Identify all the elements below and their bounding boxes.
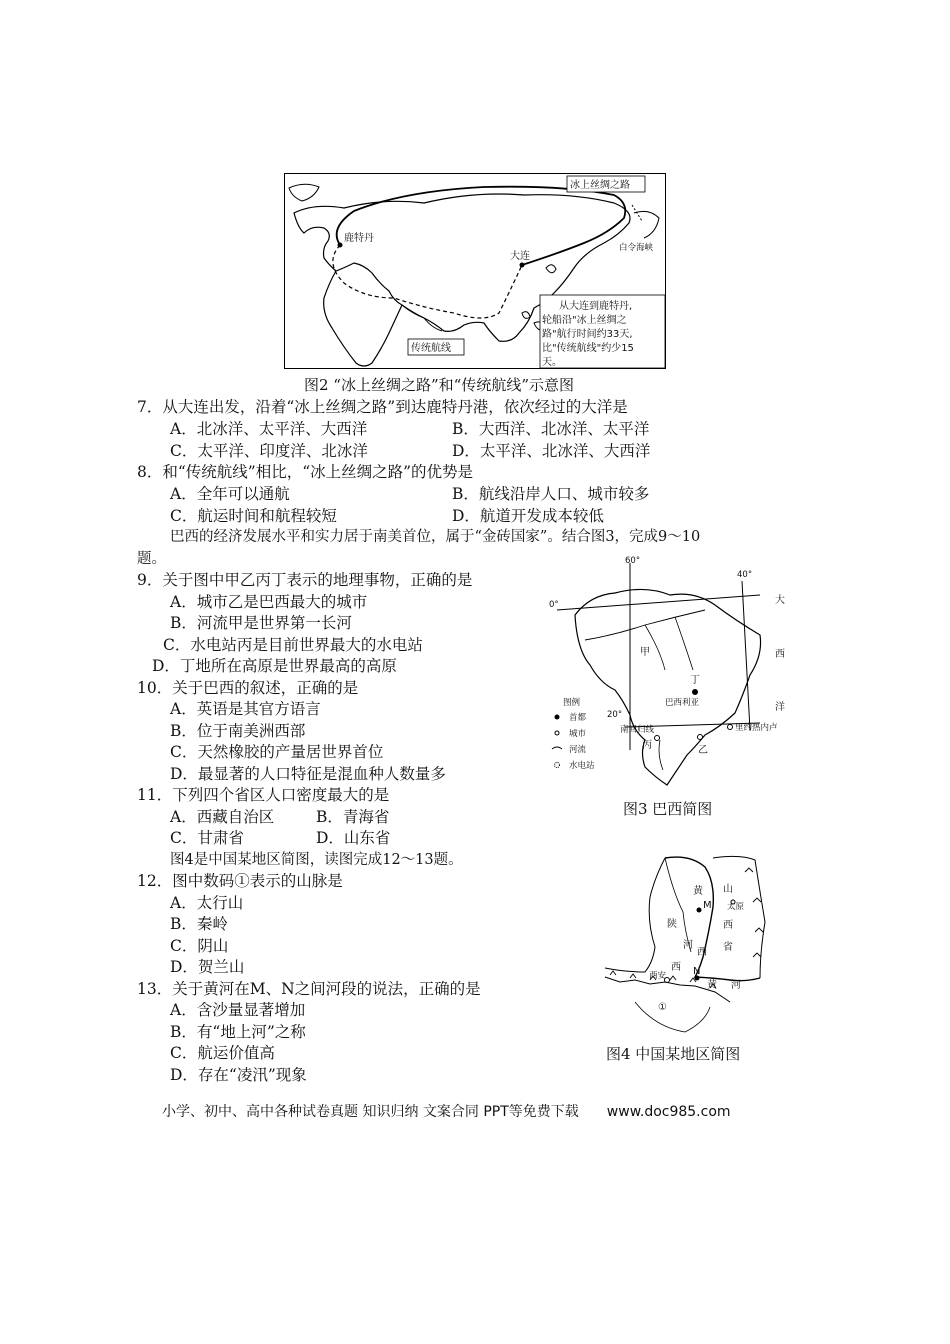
q12-option-a: A．太行山 bbox=[170, 894, 244, 912]
dalian-point bbox=[520, 263, 525, 268]
q7-option-a: A．北冰洋、太平洋、大西洋 bbox=[170, 420, 368, 438]
brasilia-point bbox=[692, 689, 698, 695]
label-xi-2: 西 bbox=[697, 947, 707, 958]
q13-option-b: B．有“地上河”之称 bbox=[170, 1023, 306, 1041]
lon-40-label: 40° bbox=[737, 570, 753, 580]
lat-0-label: 0° bbox=[549, 600, 559, 610]
label-brasilia: 巴西利亚 bbox=[665, 698, 700, 708]
footer-text: 小学、初中、高中各种试卷真题 知识归纳 文案合同 PPT等免费下载 bbox=[162, 1104, 579, 1120]
q13-option-a: A．含沙量显著增加 bbox=[170, 1001, 306, 1019]
brazil-intro-line-1: 巴西的经济发展水平和实力居于南美首位，属于“金砖国家”。结合图3，完成9～10 bbox=[170, 529, 701, 545]
rio-point bbox=[728, 725, 733, 730]
q7-option-d: D．太平洋、北冰洋、大西洋 bbox=[452, 442, 651, 460]
ocean-label-3: 洋 bbox=[775, 702, 785, 713]
footer-url[interactable]: www.doc985.com bbox=[606, 1104, 731, 1120]
figure-2-map bbox=[284, 173, 666, 369]
bing-hydro-point bbox=[655, 736, 660, 741]
label-tropic: 南回归线 bbox=[620, 725, 655, 735]
label-mountain-1: ① bbox=[658, 1002, 667, 1013]
label-ding: 丁 bbox=[690, 675, 700, 686]
q10-option-a: A．英语是其官方语言 bbox=[170, 700, 321, 718]
q10-option-c: C．天然橡胶的产量居世界首位 bbox=[170, 743, 384, 761]
q9-option-c: C．水电站丙是目前世界最大的水电站 bbox=[163, 636, 423, 654]
legend-capital: 首都 bbox=[569, 713, 587, 723]
q13-option-d: D．存在“凌汛”现象 bbox=[170, 1066, 307, 1084]
fig4-intro: 图4是中国某地区简图，读图完成12～13题。 bbox=[170, 852, 463, 868]
label-shan: 山 bbox=[723, 884, 733, 895]
q9-option-a: A．城市乙是巴西最大的城市 bbox=[170, 593, 368, 611]
q8-option-c: C．航运时间和航程较短 bbox=[170, 507, 337, 525]
yi-city-point bbox=[698, 735, 703, 740]
q9-stem: 9．关于图中甲乙丙丁表示的地理事物，正确的是 bbox=[137, 571, 473, 589]
q13-stem: 13．关于黄河在M、N之间河段的说法，正确的是 bbox=[137, 980, 481, 998]
q11-option-b: B．青海省 bbox=[316, 808, 390, 826]
label-shanxi-2: 西 bbox=[723, 920, 733, 931]
ocean-label-1: 大 bbox=[775, 595, 785, 606]
figure-2-caption: 图2 “冰上丝绸之路”和“传统航线”示意图 bbox=[304, 376, 574, 394]
legend-title: 图例 bbox=[563, 698, 581, 708]
rotterdam-point bbox=[338, 243, 343, 248]
legend-city: 城市 bbox=[569, 729, 587, 739]
label-shanxi-1: 陕 bbox=[667, 919, 677, 930]
footer bbox=[162, 1101, 731, 1121]
q8-stem: 8．和“传统航线”相比，“冰上丝绸之路”的优势是 bbox=[137, 463, 474, 481]
q12-option-d: D．贺兰山 bbox=[170, 958, 245, 976]
q13-option-c: C．航运价值高 bbox=[170, 1044, 275, 1062]
q7-stem: 7．从大连出发，沿着“冰上丝绸之路”到达鹿特丹港，依次经过的大洋是 bbox=[137, 398, 628, 416]
q12-option-b: B．秦岭 bbox=[170, 915, 228, 933]
m-point bbox=[697, 908, 702, 913]
figure-4-map bbox=[595, 852, 785, 1040]
label-he-2: 河 bbox=[731, 980, 741, 991]
label-xi: 西 bbox=[671, 962, 681, 973]
brazil-intro-line-2: 题。 bbox=[137, 551, 166, 567]
q8-option-d: D．航道开发成本较低 bbox=[452, 507, 604, 525]
label-rotterdam: 鹿特丹 bbox=[344, 233, 374, 244]
label-huang-1: 黄 bbox=[693, 886, 703, 897]
label-xian: 西安 bbox=[649, 971, 667, 981]
note-line-2: 轮船沿"冰上丝绸之 bbox=[542, 315, 627, 326]
note-line-4: 比"传统航线"约少15 bbox=[542, 343, 634, 354]
q7-option-b: B．大西洋、北冰洋、太平洋 bbox=[452, 420, 650, 438]
label-traditional: 传统航线 bbox=[411, 343, 451, 354]
q10-option-d: D．最显著的人口特征是混血种人数量多 bbox=[170, 765, 446, 783]
figure-3-map bbox=[545, 555, 805, 795]
q10-option-b: B．位于南美洲西部 bbox=[170, 722, 306, 740]
label-he: 河 bbox=[683, 940, 693, 951]
note-line-5: 天。 bbox=[542, 357, 562, 368]
label-bering: 白令海峡 bbox=[619, 243, 654, 253]
label-rio: 里约热内卢 bbox=[735, 723, 778, 733]
label-n: N bbox=[693, 966, 701, 977]
q11-option-c: C．甘肃省 bbox=[170, 829, 244, 847]
label-ice-route: 冰上丝绸之路 bbox=[570, 180, 630, 191]
label-bing: 丙 bbox=[642, 740, 652, 751]
q8-option-b: B．航线沿岸人口、城市较多 bbox=[452, 485, 650, 503]
q10-stem: 10．关于巴西的叙述，正确的是 bbox=[137, 679, 359, 697]
lat-20-label: 20° bbox=[607, 710, 623, 720]
label-shanxi-3: 省 bbox=[723, 942, 733, 953]
q11-option-d: D．山东省 bbox=[316, 829, 391, 847]
q8-option-a: A．全年可以通航 bbox=[170, 485, 290, 503]
label-m: M bbox=[703, 900, 712, 911]
note-line-3: 路"航行时间约33天, bbox=[542, 329, 633, 340]
label-taiyuan: 太原 bbox=[727, 902, 745, 912]
label-jia: 甲 bbox=[640, 647, 650, 658]
figure-3-caption: 图3 巴西简图 bbox=[623, 800, 713, 818]
q11-stem: 11．下列四个省区人口密度最大的是 bbox=[137, 786, 390, 804]
lon-60-label: 60° bbox=[625, 556, 641, 566]
q9-option-d: D．丁地所在高原是世界最高的高原 bbox=[152, 657, 397, 675]
q11-option-a: A．西藏自治区 bbox=[170, 808, 275, 826]
legend-river: 河流 bbox=[569, 745, 587, 755]
q12-option-c: C．阴山 bbox=[170, 937, 229, 955]
label-huang-3: 黄 bbox=[707, 980, 717, 991]
legend-hydro: 水电站 bbox=[569, 761, 595, 771]
note-line-1: 从大连到鹿特丹, bbox=[559, 301, 633, 312]
figure-4-caption: 图4 中国某地区简图 bbox=[606, 1045, 741, 1063]
label-yi: 乙 bbox=[698, 745, 708, 756]
q7-option-c: C．太平洋、印度洋、北冰洋 bbox=[170, 442, 368, 460]
q9-option-b: B．河流甲是世界第一长河 bbox=[170, 614, 352, 632]
ocean-label-2: 西 bbox=[775, 649, 785, 660]
label-dalian: 大连 bbox=[510, 251, 530, 262]
q12-stem: 12．图中数码①表示的山脉是 bbox=[137, 872, 343, 890]
